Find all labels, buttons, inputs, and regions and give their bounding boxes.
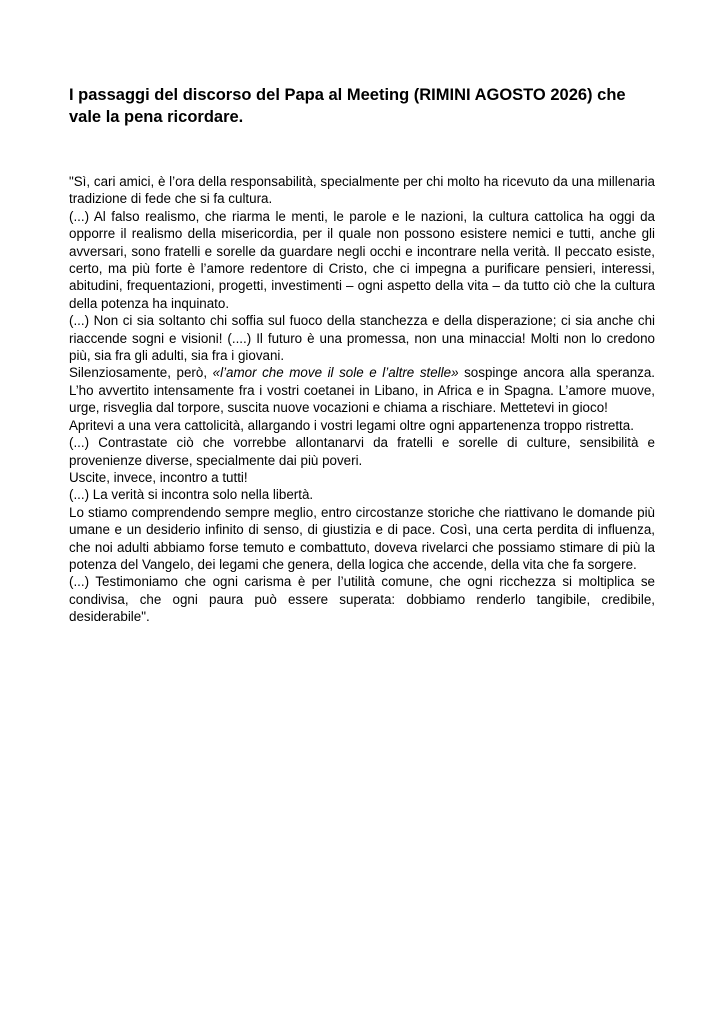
paragraph: Lo stiamo comprendendo sempre meglio, entro circostanze storiche che riattivano le domande più umane e un desiderio infinito di senso, di giustizia e di pace. Così, una certa perdita di influenza, che noi adulti abbiamo forse temuto e combattuto, doveva rivelarci che possiamo stimare di più la potenza del Vangelo, dei legami che genera, della logica che accende, della vita che fa sorgere. [69, 504, 655, 572]
paragraph-rest: sospinge ancora alla speranza. L’ho avvertito intensamente fra i vostri coetanei in Libano, in Africa e in Spagna. L’amore muove, urge, risveglia dal torpore, suscita nuove vocazioni e chiama a rischiare. Mettetevi in gioco! [69, 365, 656, 416]
paragraph: (...) Non ci sia soltanto chi soffia sul fuoco della stanchezza e della disperazione; ci sia anche chi riaccende sogni e visioni! (....) Il futuro è una promessa, non una minaccia! Molti non lo credono più, sia fra gli adulti, sia fra i giovani. [69, 313, 655, 364]
paragraph: Uscite, invece, incontro a tutti! [69, 469, 248, 485]
document-body [69, 173, 655, 626]
paragraph: (...) Contrastate ciò che vorrebbe allontanarvi da fratelli e sorelle di culture, sensibilità e provenienze diverse, specialmente dai più poveri. [69, 435, 655, 468]
document-title: I passaggi del discorso del Papa al Meeting (RIMINI AGOSTO 2026) che vale la pena ricordare. [69, 86, 626, 126]
paragraph: Apritevi a una vera cattolicità, allargando i vostri legami oltre ogni appartenenza troppo ristretta. [69, 417, 634, 433]
dante-quote: «l’amor che move il sole e l’altre stelle» [212, 365, 459, 381]
paragraph: "Sì, cari amici, è l’ora della responsabilità, specialmente per chi molto ha ricevuto da una millenaria tradizione di fede che si fa cultura. [69, 174, 655, 207]
paragraph-with-quote [69, 364, 655, 416]
paragraph: (...) Al falso realismo, che riarma le menti, le parole e le nazioni, la cultura cattolica ha oggi da opporre il realismo della misericordia, per il quale non possono esistere nemici e tutti, anche gli avversari, sono fratelli e sorelle da guardare negli occhi e incontrare nella verità. Il peccato esiste, certo, ma più forte è l’amore redentore di Cristo, che ci impegna a purificare pensieri, interessi, abitudini, frequentazioni, progetti, investimenti – ogni aspetto della vita – da tutto ciò che la cultura della potenza ha inquinato. [69, 208, 655, 311]
paragraph: (...) Testimoniamo che ogni carisma è per l’utilità comune, che ogni ricchezza si moltiplica se condivisa, che ogni paura può essere superata: dobbiamo renderlo tangibile, credibile, desiderabile". [69, 574, 655, 625]
paragraph-lead: Silenziosamente, però, [69, 365, 213, 381]
paragraph: (...) La verità si incontra solo nella libertà. [69, 487, 314, 503]
document-content [69, 84, 655, 626]
